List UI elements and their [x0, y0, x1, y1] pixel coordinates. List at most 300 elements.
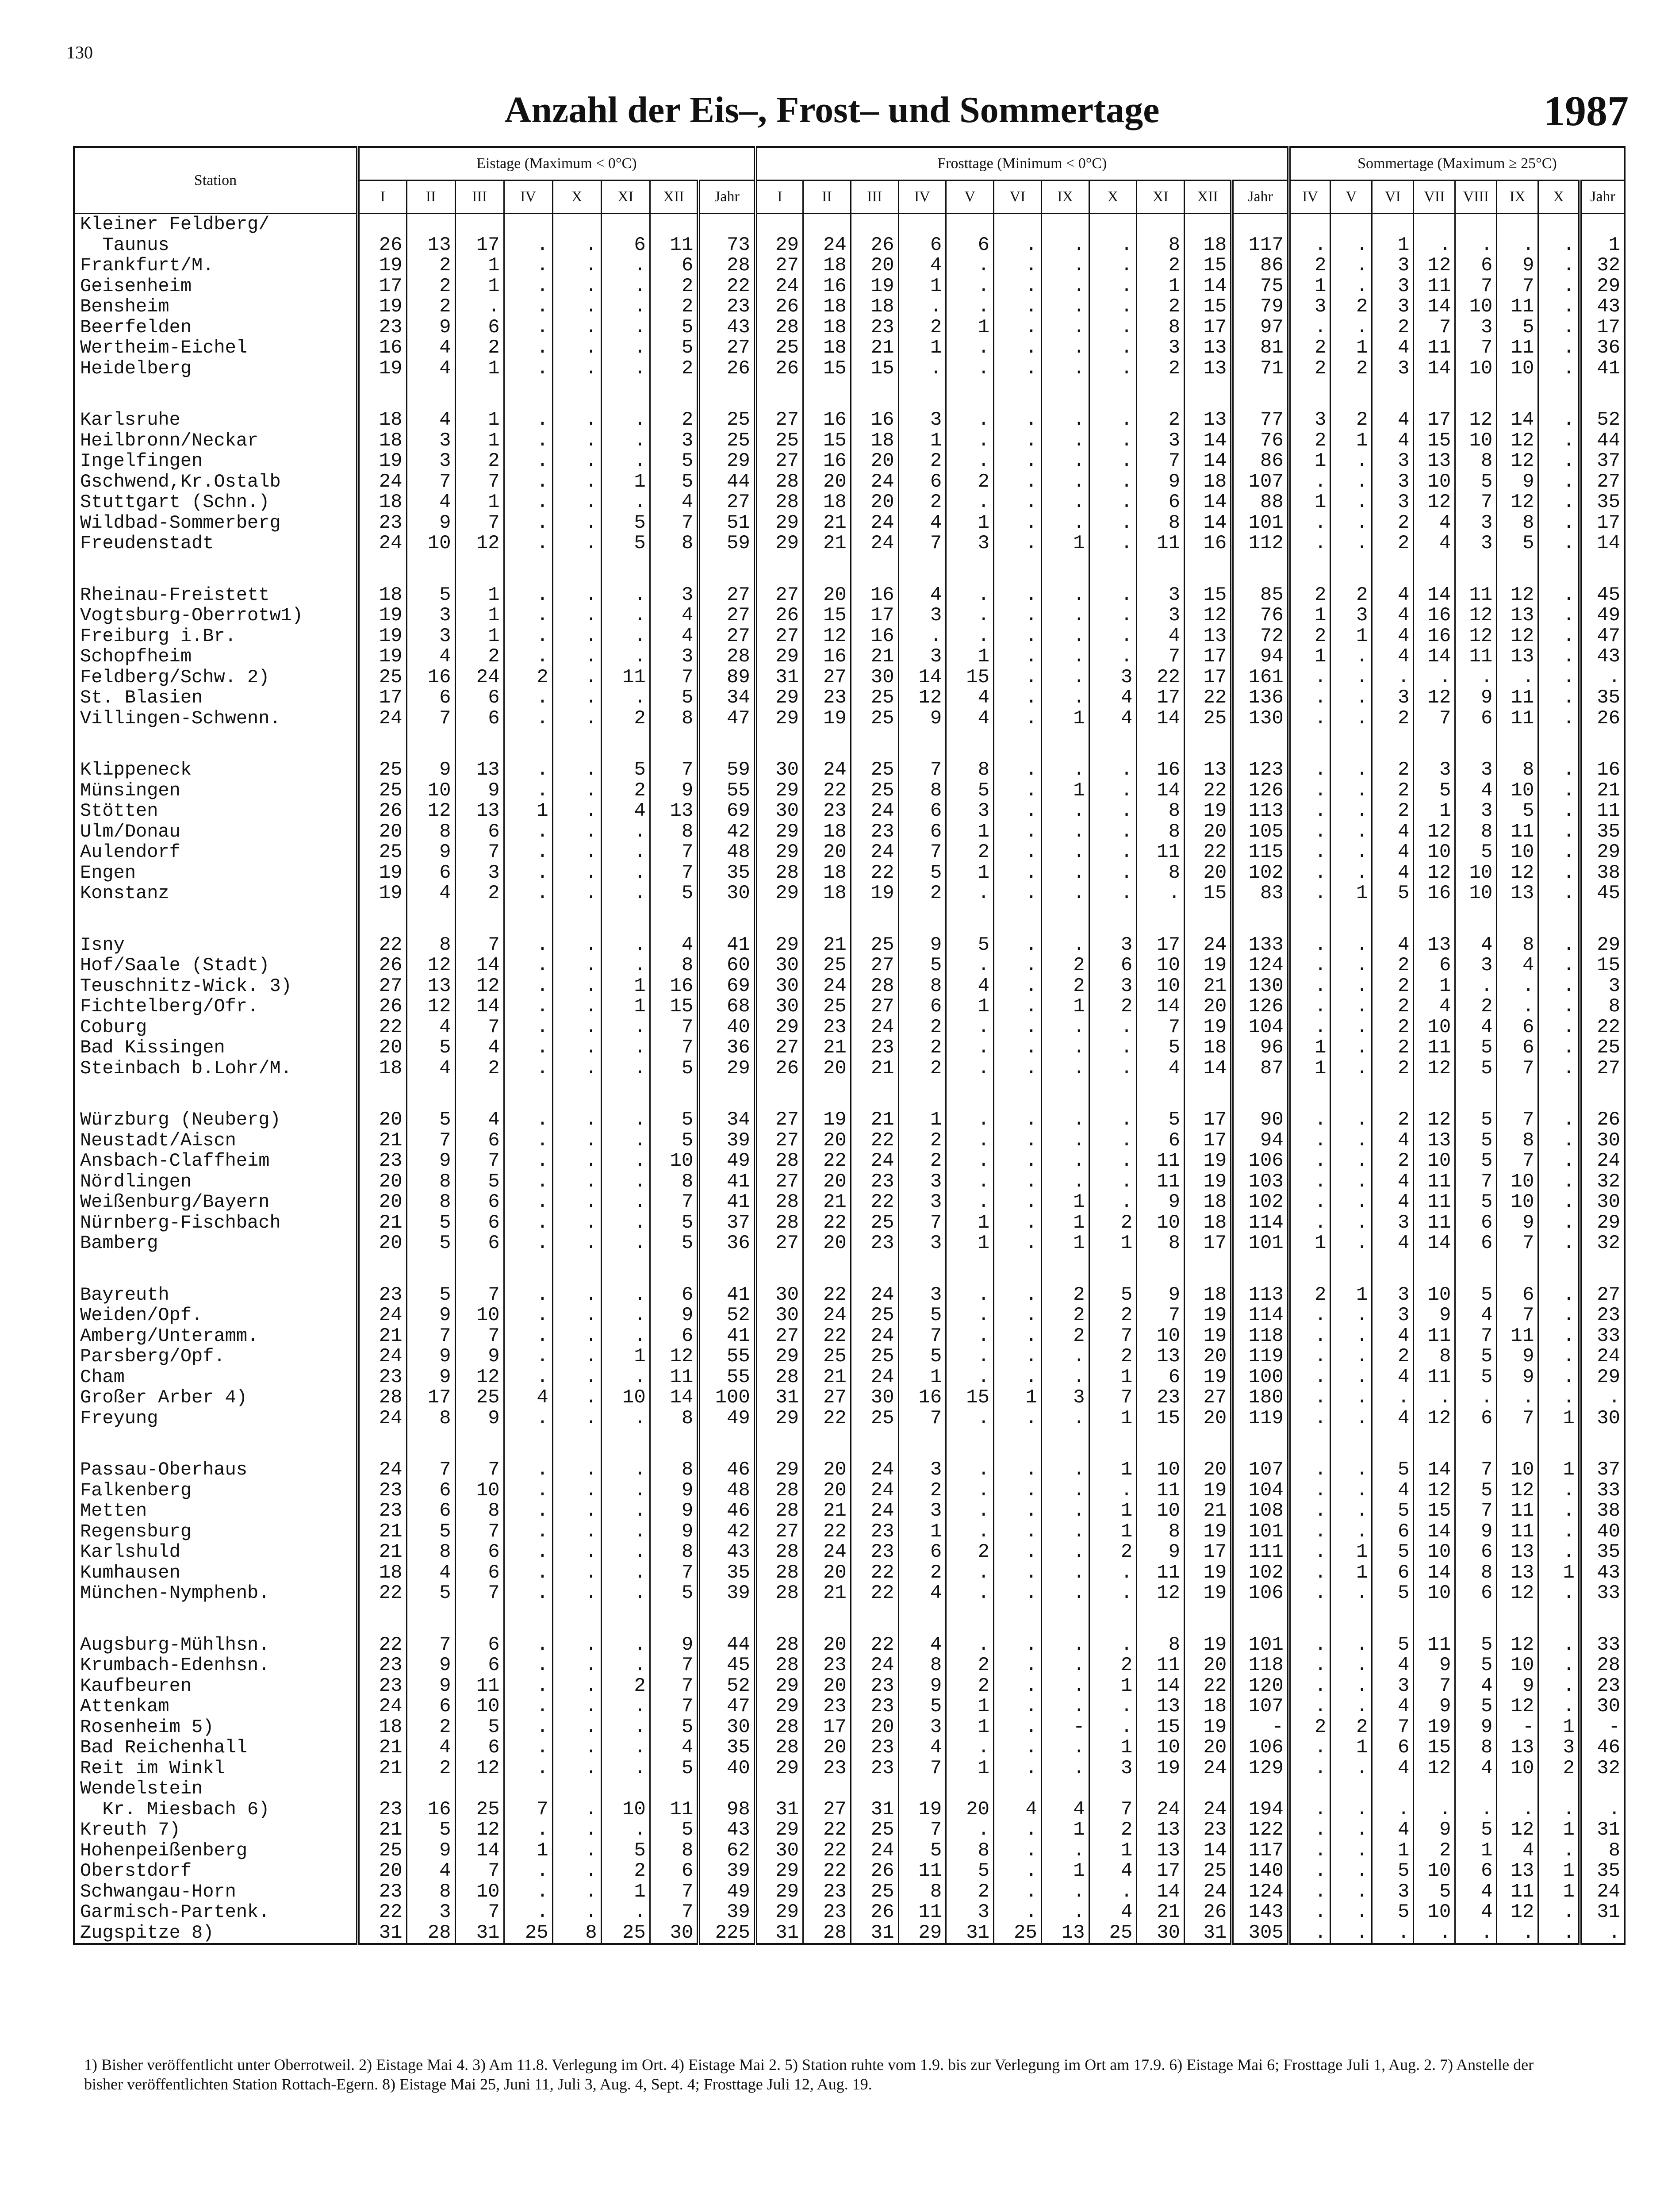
value-cell: . — [1089, 646, 1137, 667]
station-name: Ansbach-Claffheim — [74, 1151, 358, 1171]
value-cell: . — [1538, 1233, 1580, 1254]
spacer-cell — [1372, 554, 1414, 585]
value-cell: . — [1372, 1387, 1414, 1408]
value-cell: 52 — [698, 1305, 755, 1326]
value-cell: 22 — [1137, 667, 1185, 688]
value-cell: . — [1289, 760, 1330, 780]
value-cell: 30 — [650, 1923, 698, 1944]
value-cell: 4 — [406, 358, 455, 379]
value-cell: 4 — [1372, 646, 1414, 667]
value-cell: 7 — [650, 760, 698, 780]
value-cell: . — [994, 780, 1042, 801]
value-cell: . — [504, 1017, 552, 1038]
spacer-cell — [1538, 1254, 1580, 1285]
value-cell: 28 — [755, 1151, 803, 1171]
value-cell: . — [601, 626, 650, 647]
value-cell: 30 — [755, 1305, 803, 1326]
value-cell: 2 — [1455, 996, 1497, 1017]
value-cell: 14 — [1414, 585, 1455, 606]
value-cell: 2 — [1089, 1305, 1137, 1326]
value-cell — [1330, 214, 1372, 235]
value-cell: 113 — [1232, 801, 1289, 822]
value-cell: 12 — [1414, 1480, 1455, 1501]
value-cell: . — [1289, 1459, 1330, 1480]
value-cell — [406, 214, 455, 235]
value-cell: . — [1330, 801, 1372, 822]
value-cell: 5 — [601, 533, 650, 554]
spacer-cell — [1580, 379, 1625, 410]
spacer-cell — [803, 554, 851, 585]
value-cell: 4 — [406, 1861, 455, 1882]
value-cell: 3 — [898, 1501, 946, 1521]
value-cell: 4 — [1372, 1171, 1414, 1192]
station-name: Rosenheim 5) — [74, 1717, 358, 1738]
value-cell: 111 — [1232, 1542, 1289, 1563]
value-cell: 10 — [455, 1696, 504, 1717]
value-cell: 18 — [803, 492, 851, 513]
eis-col-header: X — [552, 180, 601, 214]
value-cell: 23 — [803, 687, 851, 708]
value-cell: 1 — [1089, 1233, 1137, 1254]
value-cell — [1455, 1778, 1497, 1799]
spacer-cell — [1414, 1254, 1455, 1285]
value-cell: . — [601, 605, 650, 626]
value-cell: 5 — [1455, 1820, 1497, 1840]
spacer-cell — [552, 554, 601, 585]
value-cell: . — [1538, 338, 1580, 358]
spacer-cell — [1580, 1604, 1625, 1635]
value-cell: . — [1089, 1882, 1137, 1902]
value-cell: . — [1289, 1583, 1330, 1604]
value-cell: 9 — [455, 1408, 504, 1429]
value-cell: . — [1289, 235, 1330, 256]
spacer-cell — [406, 729, 455, 760]
value-cell: . — [994, 1861, 1042, 1882]
value-cell: . — [601, 1635, 650, 1655]
value-cell: 83 — [1232, 883, 1289, 904]
value-cell: 27 — [698, 626, 755, 647]
value-cell: 13 — [406, 235, 455, 256]
value-cell: . — [504, 1902, 552, 1923]
table-row — [74, 667, 1625, 688]
value-cell: . — [504, 1635, 552, 1655]
value-cell: 6 — [1414, 955, 1455, 976]
value-cell: 20 — [851, 1717, 898, 1738]
value-cell: 19 — [1185, 955, 1232, 976]
value-cell: 8 — [1497, 760, 1538, 780]
value-cell: . — [1041, 1655, 1089, 1676]
value-cell: 7 — [1455, 492, 1497, 513]
table-row — [74, 1110, 1625, 1130]
value-cell: . — [1289, 1542, 1330, 1563]
value-cell: 18 — [803, 317, 851, 338]
value-cell: . — [1041, 410, 1089, 430]
value-cell: 15 — [851, 358, 898, 379]
value-cell: 16 — [406, 667, 455, 688]
value-cell: 3 — [1372, 296, 1414, 317]
station-name: Wildbad-Sommerberg — [74, 513, 358, 534]
value-cell: 10 — [1497, 780, 1538, 801]
value-cell: 6 — [650, 1861, 698, 1882]
value-cell: 2 — [1041, 1305, 1089, 1326]
value-cell: 25 — [698, 410, 755, 430]
spacer-cell — [1497, 1079, 1538, 1110]
value-cell: . — [1497, 976, 1538, 997]
value-cell: 23 — [358, 513, 406, 534]
value-cell: . — [1497, 1799, 1538, 1820]
value-cell: 23 — [851, 1676, 898, 1697]
value-cell: . — [994, 1840, 1042, 1861]
value-cell: 24 — [851, 1017, 898, 1038]
value-cell: 4 — [406, 646, 455, 667]
value-cell: . — [1089, 605, 1137, 626]
value-cell: 11 — [1497, 1882, 1538, 1902]
value-cell: 12 — [1455, 626, 1497, 647]
value-cell — [1232, 214, 1289, 235]
value-cell: 41 — [698, 935, 755, 956]
value-cell: 40 — [698, 1758, 755, 1779]
value-cell: . — [601, 1305, 650, 1326]
value-cell: 23 — [1137, 1387, 1185, 1408]
value-cell: . — [552, 1459, 601, 1480]
value-cell: 19 — [1185, 1563, 1232, 1583]
value-cell: 12 — [406, 955, 455, 976]
station-name: Großer Arber 4) — [74, 1387, 358, 1408]
value-cell: 7 — [406, 1130, 455, 1151]
spacer-cell — [1372, 1254, 1414, 1285]
value-cell: 14 — [1137, 780, 1185, 801]
value-cell: 9 — [1455, 1717, 1497, 1738]
value-cell: 12 — [1497, 1635, 1538, 1655]
value-cell: . — [1497, 1387, 1538, 1408]
station-name: Regensburg — [74, 1521, 358, 1542]
value-cell: 42 — [698, 1521, 755, 1542]
value-cell: 11 — [1497, 1501, 1538, 1521]
value-cell: . — [552, 1676, 601, 1697]
spacer-cell — [1137, 1604, 1185, 1635]
value-cell: 3 — [406, 451, 455, 472]
value-cell: 7 — [650, 513, 698, 534]
spacer-cell — [1497, 379, 1538, 410]
value-cell: 2 — [1137, 358, 1185, 379]
footnotes: 1) Bisher veröffentlicht unter Oberrotweil. 2) Eistage Mai 4. 3) Am 11.8. Verlegung im Ort. 4) Eistage Mai 2. 5) Station ruhte vom 1.9. bis zur Verlegung im Ort am 17.9. 6) Eistage Mai 6; Frosttage Juli 1, Aug. 2. 7) Anstelle der bisher veröffentlichten Station Rottach-Egern. 8) Eistage Mai 25, Juni 11, Juli 3, Aug. 4, Sept. 4; Frosttage Juli 12, Aug. 19. — [84, 2056, 1534, 2093]
value-cell: 5 — [1414, 780, 1455, 801]
value-cell: . — [1538, 276, 1580, 297]
value-cell: 15 — [803, 358, 851, 379]
value-cell: 18 — [803, 255, 851, 276]
station-name: Heidelberg — [74, 358, 358, 379]
value-cell: 4 — [1137, 1058, 1185, 1079]
value-cell: 2 — [1289, 338, 1330, 358]
value-cell: 2 — [898, 1037, 946, 1058]
value-cell: 1 — [1289, 646, 1330, 667]
value-cell: . — [994, 822, 1042, 842]
value-cell: . — [504, 626, 552, 647]
station-name: Konstanz — [74, 883, 358, 904]
value-cell: . — [601, 338, 650, 358]
value-cell: 2 — [601, 1861, 650, 1882]
value-cell: . — [1455, 976, 1497, 997]
spacer-cell — [650, 554, 698, 585]
value-cell: 6 — [1497, 1285, 1538, 1306]
value-cell: 29 — [898, 1923, 946, 1944]
value-cell: 2 — [1089, 1542, 1137, 1563]
spacer-cell — [1538, 554, 1580, 585]
value-cell: . — [552, 317, 601, 338]
value-cell: 38 — [1580, 1501, 1625, 1521]
value-cell: . — [1538, 1840, 1580, 1861]
value-cell: . — [1538, 801, 1580, 822]
value-cell: 9 — [650, 1521, 698, 1542]
value-cell: 96 — [1232, 1037, 1289, 1058]
value-cell: 20 — [803, 1171, 851, 1192]
value-cell: 25 — [851, 1305, 898, 1326]
spacer-cell — [755, 1254, 803, 1285]
value-cell: 126 — [1232, 996, 1289, 1017]
value-cell: 35 — [698, 1737, 755, 1758]
value-cell: . — [1372, 1923, 1414, 1944]
value-cell — [650, 214, 698, 235]
value-cell: 76 — [1232, 430, 1289, 451]
value-cell: 9 — [406, 1655, 455, 1676]
value-cell: 11 — [1414, 1635, 1455, 1655]
spacer-cell — [1041, 1254, 1089, 1285]
value-cell: 20 — [851, 492, 898, 513]
spacer-cell — [1414, 1604, 1455, 1635]
value-cell: 2 — [1372, 1058, 1414, 1079]
value-cell: . — [552, 801, 601, 822]
value-cell: . — [1538, 780, 1580, 801]
value-cell: 35 — [1580, 687, 1625, 708]
value-cell: 6 — [898, 801, 946, 822]
value-cell: 19 — [1185, 1635, 1232, 1655]
value-cell: 15 — [803, 430, 851, 451]
value-cell: 6 — [898, 822, 946, 842]
value-cell: 7 — [1089, 1387, 1137, 1408]
value-cell: . — [946, 605, 994, 626]
spacer-cell — [994, 1429, 1042, 1459]
value-cell: 18 — [358, 1563, 406, 1583]
sommer-col-header: Jahr — [1580, 180, 1625, 214]
value-cell: 6 — [1455, 708, 1497, 729]
spacer-row — [74, 554, 1625, 585]
value-cell: 9 — [1497, 1367, 1538, 1388]
value-cell: . — [1330, 1676, 1372, 1697]
value-cell: . — [504, 1542, 552, 1563]
value-cell: 5 — [1137, 1110, 1185, 1130]
value-cell: 21 — [358, 1326, 406, 1347]
value-cell: . — [1538, 976, 1580, 997]
value-cell: 22 — [803, 1861, 851, 1882]
frost-col-header: III — [851, 180, 898, 214]
value-cell: . — [1330, 1151, 1372, 1171]
spacer-cell — [755, 1429, 803, 1459]
value-cell: 1 — [1538, 1459, 1580, 1480]
value-cell: 1 — [455, 430, 504, 451]
spacer-cell — [1580, 729, 1625, 760]
value-cell: 6 — [1137, 492, 1185, 513]
value-cell: . — [552, 1192, 601, 1213]
value-cell: 34 — [698, 1110, 755, 1130]
value-cell: 10 — [1497, 1655, 1538, 1676]
value-cell: 25 — [851, 935, 898, 956]
value-cell: 23 — [851, 1696, 898, 1717]
sommer-col-header: X — [1538, 180, 1580, 214]
station-name: Hohenpeißenberg — [74, 1840, 358, 1861]
value-cell: . — [994, 1542, 1042, 1563]
value-cell: 4 — [406, 1563, 455, 1583]
value-cell: 3 — [1580, 976, 1625, 997]
value-cell: 17 — [1414, 410, 1455, 430]
value-cell: . — [1330, 1346, 1372, 1367]
value-cell: 4 — [898, 1635, 946, 1655]
station-name: Amberg/Unteramm. — [74, 1326, 358, 1347]
value-cell: 2 — [650, 276, 698, 297]
value-cell — [650, 1778, 698, 1799]
value-cell: 1 — [504, 801, 552, 822]
value-cell: . — [946, 1305, 994, 1326]
spacer-cell — [1414, 379, 1455, 410]
value-cell: 5 — [1455, 1635, 1497, 1655]
value-cell: 94 — [1232, 646, 1289, 667]
value-cell: 1 — [946, 822, 994, 842]
spacer-cell — [698, 729, 755, 760]
value-cell: 14 — [898, 667, 946, 688]
table-row — [74, 410, 1625, 430]
value-cell: 24 — [358, 1305, 406, 1326]
value-cell: 7 — [650, 1696, 698, 1717]
value-cell: 25 — [994, 1923, 1042, 1944]
value-cell: 29 — [755, 1017, 803, 1038]
value-cell: 14 — [1137, 996, 1185, 1017]
table-row — [74, 822, 1625, 842]
value-cell: 107 — [1232, 1696, 1289, 1717]
value-cell: 39 — [698, 1130, 755, 1151]
value-cell: 12 — [406, 996, 455, 1017]
page-title: Anzahl der Eis–, Frost– und Sommertage — [504, 89, 1160, 131]
value-cell: 2 — [946, 472, 994, 492]
value-cell: 14 — [1185, 430, 1232, 451]
value-cell: . — [1455, 1799, 1497, 1820]
value-cell: 19 — [898, 1799, 946, 1820]
value-cell: 2 — [946, 1655, 994, 1676]
value-cell: 22 — [851, 863, 898, 883]
value-cell: . — [1538, 410, 1580, 430]
value-cell: 44 — [698, 472, 755, 492]
table-row — [74, 472, 1625, 492]
value-cell: . — [1041, 1130, 1089, 1151]
value-cell: 2 — [455, 883, 504, 904]
spacer-cell — [1538, 1429, 1580, 1459]
value-cell: 4 — [650, 605, 698, 626]
value-cell: 2 — [898, 1130, 946, 1151]
value-cell: . — [552, 1799, 601, 1820]
value-cell: 6 — [1372, 1521, 1414, 1542]
station-name: Freudenstadt — [74, 533, 358, 554]
value-cell: 3 — [406, 605, 455, 626]
value-cell: . — [1041, 1501, 1089, 1521]
value-cell: 23 — [358, 1799, 406, 1820]
value-cell: . — [504, 1583, 552, 1604]
value-cell: 3 — [898, 1717, 946, 1738]
value-cell: 5 — [406, 585, 455, 606]
value-cell: 4 — [1414, 513, 1455, 534]
value-cell: 4 — [898, 1737, 946, 1758]
value-cell: 22 — [851, 1635, 898, 1655]
value-cell: 6 — [650, 1326, 698, 1347]
value-cell: 23 — [1580, 1305, 1625, 1326]
value-cell: 14 — [1185, 1058, 1232, 1079]
eis-col-header: XII — [650, 180, 698, 214]
value-cell: . — [994, 1635, 1042, 1655]
value-cell: 3 — [1372, 1676, 1414, 1697]
value-cell: 5 — [650, 338, 698, 358]
value-cell: 27 — [803, 1799, 851, 1820]
value-cell: 1 — [1137, 276, 1185, 297]
value-cell: 28 — [698, 646, 755, 667]
value-cell: 6 — [1455, 255, 1497, 276]
value-cell: 8 — [650, 533, 698, 554]
value-cell: 26 — [755, 296, 803, 317]
value-cell: 9 — [650, 1480, 698, 1501]
value-cell: . — [552, 358, 601, 379]
value-cell: 24 — [851, 1285, 898, 1306]
value-cell: 24 — [803, 760, 851, 780]
value-cell: 5 — [650, 1233, 698, 1254]
value-cell: . — [994, 1501, 1042, 1521]
value-cell: 38 — [1580, 863, 1625, 883]
value-cell: 101 — [1232, 1635, 1289, 1655]
value-cell: 112 — [1232, 533, 1289, 554]
spacer-cell — [898, 1079, 946, 1110]
station-name: Klippeneck — [74, 760, 358, 780]
table-row — [74, 533, 1625, 554]
value-cell: 5 — [406, 1521, 455, 1542]
value-cell: 3 — [1455, 801, 1497, 822]
value-cell: 97 — [1232, 317, 1289, 338]
value-cell — [1289, 1778, 1330, 1799]
value-cell: 18 — [851, 430, 898, 451]
value-cell: . — [552, 1501, 601, 1521]
spacer-cell — [851, 1254, 898, 1285]
spacer-row — [74, 1079, 1625, 1110]
value-cell: 1 — [946, 996, 994, 1017]
value-cell: 1 — [504, 1840, 552, 1861]
value-cell: 1 — [1580, 235, 1625, 256]
value-cell: 100 — [1232, 1367, 1289, 1388]
value-cell: 26 — [358, 996, 406, 1017]
value-cell — [1185, 1778, 1232, 1799]
value-cell: 4 — [898, 513, 946, 534]
value-cell: 1 — [1041, 780, 1089, 801]
value-cell: 2 — [1289, 430, 1330, 451]
value-cell: 12 — [1497, 1480, 1538, 1501]
value-cell: 19 — [803, 1110, 851, 1130]
value-cell: 11 — [1137, 1151, 1185, 1171]
value-cell: . — [994, 1655, 1042, 1676]
table-row — [74, 1408, 1625, 1429]
value-cell: . — [504, 687, 552, 708]
value-cell: . — [504, 1233, 552, 1254]
value-cell: 19 — [358, 296, 406, 317]
value-cell: . — [994, 1130, 1042, 1151]
value-cell: 15 — [1414, 1737, 1455, 1758]
value-cell: 10 — [1414, 1583, 1455, 1604]
value-cell: 1 — [455, 492, 504, 513]
value-cell: 1 — [1041, 1233, 1089, 1254]
value-cell — [1289, 214, 1330, 235]
value-cell: 14 — [1414, 1233, 1455, 1254]
